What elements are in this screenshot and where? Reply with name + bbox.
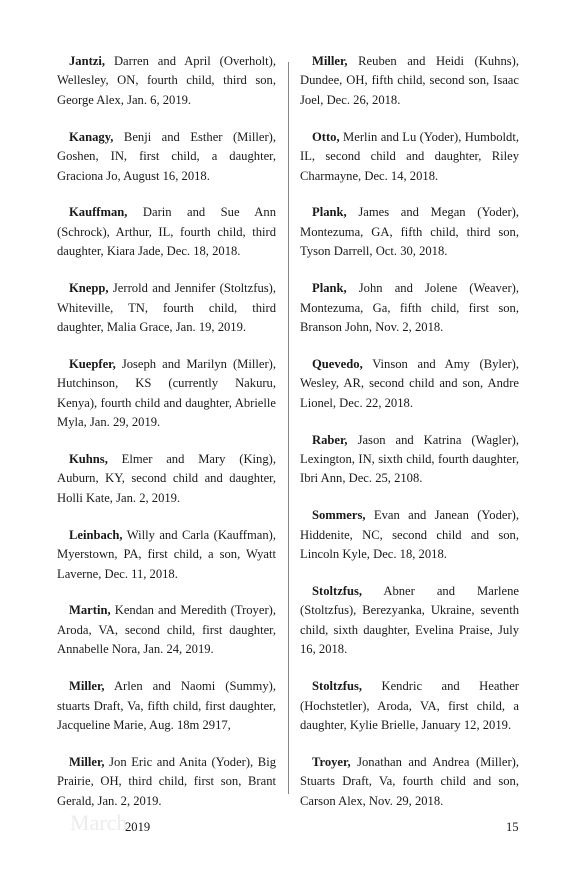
entry-text: Reuben and Heidi (Kuhns), Dundee, OH, fifth child, second son, Isaac Joel, Dec. 26, 2018.	[300, 54, 519, 107]
entry-surname: Plank,	[312, 205, 347, 220]
entry-text: John and Jolene (Weaver), Montezuma, Ga, fifth child, first son, Branson John, Nov. 2, 2018.	[300, 281, 519, 334]
birth-entry	[300, 128, 519, 186]
entry-surname: Stoltzfus,	[312, 679, 363, 694]
birth-entry	[57, 753, 276, 811]
right-column	[300, 52, 519, 829]
entry-text: Merlin and Lu (Yoder), Humboldt, IL, second child and daughter, Riley Charmayne, Dec. 14, 2018.	[300, 129, 519, 183]
birth-entry	[57, 450, 276, 508]
entry-text: Benji and Esther (Miller), Goshen, IN, first child, a daughter, Graciona Jo, August 16, 2018.	[57, 129, 276, 183]
entry-text: Arlen and Naomi (Summy), stuarts Draft, Va, fifth child, first daughter, Jacqueline Marie, Aug. 18m 2917,	[57, 679, 276, 732]
entry-surname: Martin,	[69, 603, 111, 618]
entry-surname: Miller,	[69, 679, 105, 694]
entry-surname: Kuhns,	[69, 452, 108, 466]
entry-text: Evan and Janean (Yoder), Hiddenite, NC, second child and son, Lincoln Kyle, Dec. 18, 2018.	[300, 508, 519, 562]
footer-year: 2019	[125, 820, 151, 834]
birth-entry	[57, 279, 276, 337]
entry-surname: Leinbach,	[69, 527, 123, 542]
entry-text: Darin and Sue Ann (Schrock), Arthur, IL, fourth child, third daughter, Kiara Jade, Dec. 18, 2018.	[57, 205, 276, 259]
entry-surname: Plank,	[312, 281, 347, 296]
entry-text: Kendric and Heather (Hochstetler), Aroda, VA, first child, a daughter, Kylie Brielle, January 12, 2019.	[300, 679, 519, 732]
birth-entry	[300, 753, 519, 811]
entry-text: Darren and April (Overholt), Wellesley, ON, fourth child, third son, George Alex, Jan. 6, 2019.	[57, 54, 276, 107]
entry-surname: Raber,	[312, 432, 348, 447]
entry-surname: Miller,	[69, 754, 105, 769]
birth-entry	[300, 431, 519, 489]
entry-surname: Kuepfer,	[69, 356, 116, 371]
entry-text: Jonathan and Andrea (Miller), Stuarts Draft, Va, fourth child and son, Carson Alex, Nov. 29, 2018.	[300, 754, 519, 808]
entry-surname: Jantzi,	[69, 54, 106, 68]
entry-text: Willy and Carla (Kauffman), Myerstown, PA, first child, a son, Wyatt Laverne, Dec. 11, 2018.	[57, 527, 277, 581]
birth-entry	[300, 52, 519, 110]
birth-entry	[57, 526, 276, 584]
column-divider	[288, 62, 289, 794]
entry-surname: Troyer,	[312, 754, 351, 769]
entry-text: Elmer and Mary (King), Auburn, KY, second child and daughter, Holli Kate, Jan. 2, 2019.	[57, 452, 276, 505]
birth-entry	[300, 279, 519, 337]
entry-text: Joseph and Marilyn (Miller), Hutchinson, KS (currently Nakuru, Kenya), fourth child and daughter, Abrielle Myla, Jan. 29, 2019.	[57, 356, 276, 430]
entry-text: Kendan and Meredith (Troyer), Aroda, VA, second child, first daughter, Annabelle Nora, Jan. 24, 2019.	[57, 603, 276, 657]
birth-entry	[57, 128, 276, 186]
entry-text: Jon Eric and Anita (Yoder), Big Prairie, OH, third child, first son, Brant Gerald, Jan. 2, 2019.	[57, 754, 276, 808]
entry-surname: Otto,	[312, 129, 340, 144]
entry-surname: Sommers,	[312, 508, 366, 523]
entry-surname: Stoltzfus,	[312, 584, 363, 599]
entry-surname: Knepp,	[69, 281, 109, 296]
birth-entry	[57, 203, 276, 261]
entry-text: Vinson and Amy (Byler), Wesley, AR, second child and son, Andre Lionel, Dec. 22, 2018.	[300, 356, 520, 410]
entry-surname: Kauffman,	[69, 205, 128, 220]
birth-entry	[300, 582, 519, 660]
entry-text: Abner and Marlene (Stoltzfus), Berezyanka, Ukraine, seventh child, sixth daughter, Evelina Praise, July 16, 2018.	[300, 584, 519, 657]
birth-entry	[300, 355, 519, 413]
birth-entry	[300, 203, 519, 261]
entry-text: James and Megan (Yoder), Montezuma, GA, fifth child, third son, Tyson Darrell, Oct. 30, 2018.	[300, 205, 519, 259]
entry-surname: Miller,	[312, 54, 348, 68]
birth-entry	[57, 52, 276, 110]
birth-entry	[57, 677, 276, 735]
birth-entry	[57, 601, 276, 659]
page-number: 15	[506, 820, 519, 834]
entry-text: Jerrold and Jennifer (Stoltzfus), Whiteville, TN, fourth child, third daughter, Malia Grace, Jan. 19, 2019.	[57, 281, 276, 334]
entry-surname: Kanagy,	[69, 129, 114, 144]
birth-entry	[300, 677, 519, 735]
left-column	[57, 52, 276, 829]
entry-text: Jason and Katrina (Wagler), Lexington, IN, sixth child, fourth daughter, Ibri Ann, Dec. 25, 2108.	[300, 432, 519, 486]
entry-surname: Quevedo,	[312, 356, 363, 371]
birth-entry	[57, 355, 276, 433]
birth-entry	[300, 506, 519, 564]
footer-month: March	[70, 810, 128, 835]
